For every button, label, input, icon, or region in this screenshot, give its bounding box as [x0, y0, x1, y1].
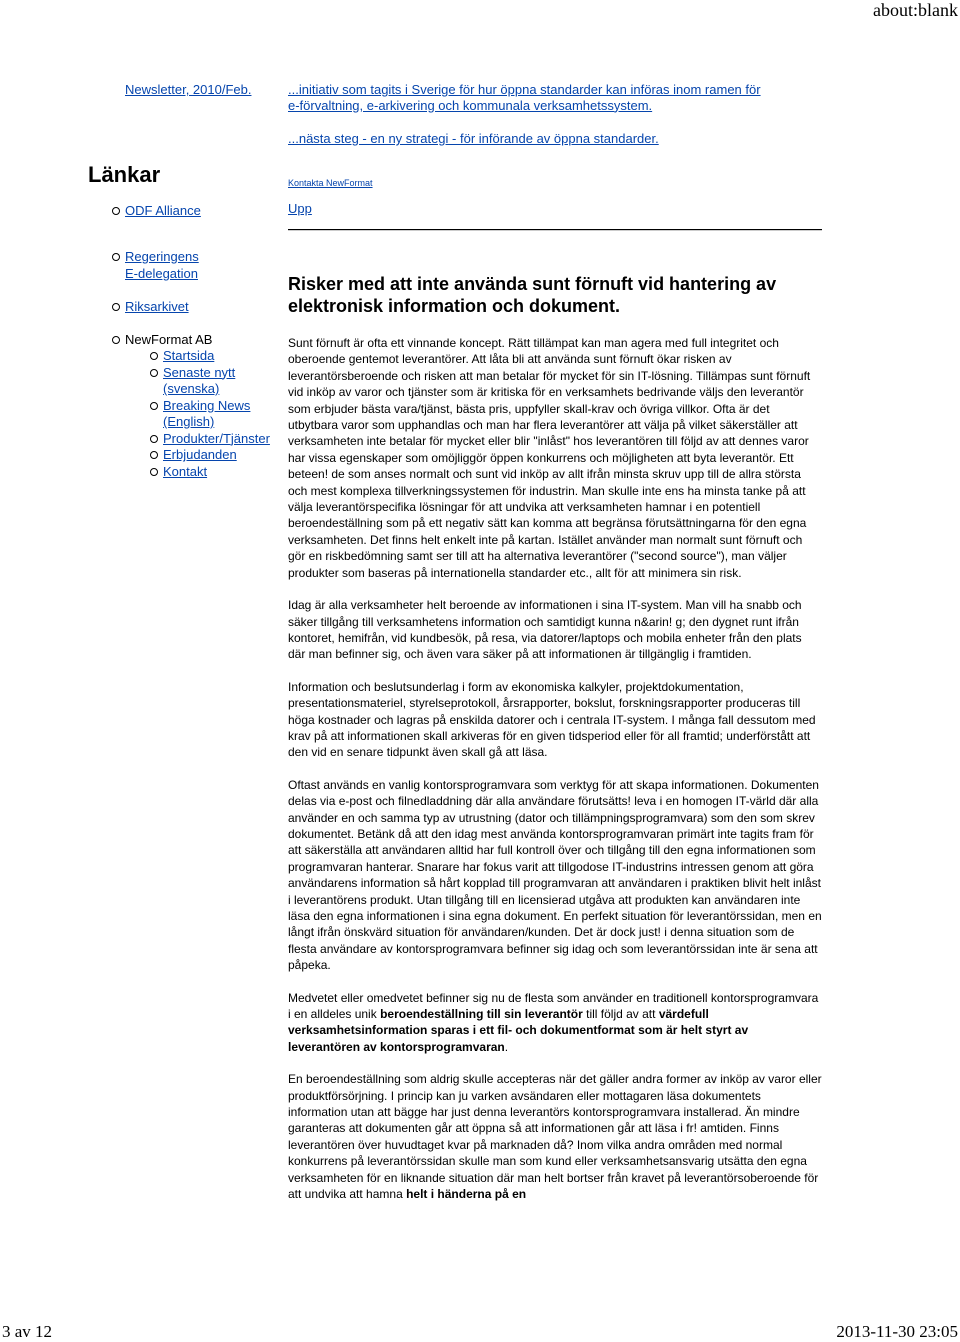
- text-run: Medvetet eller omedvetet befinner sig nu de flesta som använder en traditionell kontorsprogramvara i en alldeles unik: [288, 990, 819, 1022]
- initiative-link-line2[interactable]: e-förvaltning, e-arkivering och kommunala verksamhetssystem.: [288, 97, 653, 113]
- circle-bullet-icon: [150, 369, 158, 377]
- page-indicator: 3 av 12: [2, 1322, 53, 1341]
- circle-bullet-icon: [150, 352, 158, 360]
- initiative-link-line1[interactable]: ...initiativ som tagits i Sverige för hur öppna standarder kan införas inom ramen för: [288, 82, 761, 97]
- bold-text: värdefull verksamhetsinformation sparas i ett fil- och dokumentformat som är helt styrt av leverantören av kontorsprogramvaran: [288, 1007, 749, 1054]
- sidebar-link-riksarkivet[interactable]: Riksarkivet: [125, 299, 189, 314]
- sidebar-label-newformat: NewFormat AB: [125, 332, 213, 347]
- up-link[interactable]: Upp: [288, 201, 312, 216]
- bullet-icon: [112, 303, 120, 311]
- next-step-link[interactable]: ...nästa steg - en ny strategi - för införande av öppna standarder.: [288, 131, 659, 146]
- circle-bullet-icon: [150, 402, 158, 410]
- bold-text: helt i händerna på en: [406, 1187, 527, 1202]
- initiative-link[interactable]: [288, 82, 768, 113]
- article-body: [288, 335, 822, 1219]
- sidebar-link-odf[interactable]: ODF Alliance: [125, 203, 201, 218]
- sidebar-heading: Länkar: [88, 162, 161, 187]
- sublink-senaste-line1[interactable]: Senaste nytt: [163, 364, 236, 380]
- article-paragraph: Information och beslutsunderlag i form av ekonomiska kalkyler, projektdokumentation, presentationsmateriel, styrelseprotokoll, årsrapporter, bokslut, forskningsrapporter produceras till höga kostnader och lagras på enskilda datorer och i centrala IT-system. I många fall dessutom med krav på att informationen skall arkiveras för en given tidsperiod eller för all framtid; underförstått att den vid en senare tidpunkt även skall gå att läsa.: [288, 679, 816, 760]
- text-run: En beroendeställning som aldrig skulle accepteras när det gäller andra former av inköp av varor eller produktförsörjning. I princip kan ju varken avsändaren eller mottagaren läsa dokumentets information utan att bägge har just denna leverantörs kontorsprogramvara installerad. Än mindre garanteras att dokumenten går att öppna så att informationen går att läsa i fr! amtiden. Finns leverantören över huvudtaget kvar på marknaden då? Inom vilka andra områden med normal konkurrens på leverantörssidan skulle man som kund eller verksamhetsansvarig utsätta den egna verksamheten för en liknande situation där man helt bortser från kravet på leverantörsoberoende för att undvika att hamna: [288, 1072, 822, 1202]
- sublink-senaste-line2[interactable]: (svenska): [163, 381, 220, 396]
- sublink-startsida[interactable]: Startsida: [163, 348, 215, 363]
- bold-text: beroendeställning till sin leverantör: [380, 1007, 583, 1022]
- article-paragraph: [288, 1071, 822, 1202]
- divider: [288, 229, 822, 231]
- print-header-title: about:blank: [873, 0, 958, 20]
- newsletter-link[interactable]: Newsletter, 2010/Feb.: [125, 82, 252, 97]
- article-paragraph: [288, 990, 822, 1056]
- circle-bullet-icon: [150, 451, 158, 459]
- sublink-erbjudanden[interactable]: Erbjudanden: [163, 447, 237, 462]
- sublink-breaking-line1[interactable]: Breaking News: [163, 397, 251, 413]
- sidebar-link-regeringens-line2[interactable]: E-delegation: [125, 266, 198, 281]
- bullet-icon: [112, 207, 120, 215]
- sublink-produkter[interactable]: Produkter/Tjänster: [163, 430, 270, 446]
- sublink-kontakt[interactable]: Kontakt: [163, 463, 208, 479]
- circle-bullet-icon: [150, 468, 158, 476]
- circle-bullet-icon: [150, 435, 158, 443]
- contact-newformat-link[interactable]: Kontakta NewFormat: [288, 178, 373, 188]
- article-paragraph: Idag är alla verksamheter helt beroende av informationen i sina IT-system. Man vill ha snabb och säker tillgång till verksamhetens information och samtidigt kunna n&arin! g; den dygnet runt ifrån kontoret, hemifrån, vid kundbesök, på resa, via datorer/laptops och mobila enheter från den plats där man befinner sig, och även vara säker på att informationen är tillgänglig i framtiden.: [288, 598, 802, 662]
- sublink-breaking-line2[interactable]: (English): [163, 414, 215, 429]
- article-paragraph: Sunt förnuft är ofta ett vinnande koncept. Rätt tillämpat kan man agera med full integritet och oberoende gentemot leverantörer. Att låta bli att använda sunt förnuft ökar risken av leverantörsberoende och risken att man betalar för mycket för sin IT-lösning. Tillämpas sunt förnuft vid inköp av varor och tjänster som är kritiska för en verksamhets bedrivande väljs den leverantör som erbjuder bästa vara/tjänst, bästa pris, uppfyller skall-krav och övriga villkor. Ofta är det utbytbara varor som upphandlas och man har flera leverantörer att välja på vilket säkerställer att verksamheten inte betalar för mycket eller blir "inlåst" hos leverantören till följd av att dennes varor har vissa egenskaper som omöjliggör öppen konkurrens och möjligheten att byta leverantör. Ett beteen! de som anses normalt och sunt vid inköp av allt ifrån minsta skruv upp till de allra största och mest komplexa tillverkningssystemen för industrin. Man skulle inte ens ha minsta tanke på att välja leverantörspecifika lösningar för att undvika att verksamheten hamnar i en potentiell beroendeställning som på ett negativ sätt kan komma att begränsa förutsättningarna för den egna verksamheten. Det finns helt enkelt inte på kartan. Istället använder man normalt sunt förnuft och gör en riskbedömning samt ser till att ha alternativa leverantörer ("second source"), man väljer produkter som baseras på internationella standarder etc., allt för att minimera sin risk.: [288, 336, 811, 580]
- text-run: till följd av att: [582, 1007, 659, 1022]
- bullet-icon: [112, 253, 120, 261]
- print-timestamp: 2013-11-30 23:05: [836, 1322, 958, 1341]
- article-title: Risker med att inte använda sunt förnuft vid hantering av elektronisk information och dokument.: [288, 274, 777, 316]
- sidebar-link-regeringens-line1[interactable]: Regeringens: [125, 249, 199, 264]
- text-run: .: [504, 1039, 509, 1054]
- article-paragraph: Oftast används en vanlig kontorsprogramvara som verktyg för att skapa informationen. Dokumenten delas via e-post och filnedladdning där alla användare förutsätts! leva i en homogen IT-värld där alla använder en och samma typ av utrustning (dator och tillämpningsprogramvara) som den som skrev dokumentet. Betänk då att den idag mest använda kontorsprogramvaran primärt inte tagits fram för att säkerställa att användaren alltid har full kontroll över och tillgång till den egna informationen som programvaran hanterar. Snarare har fokus varit att tillgodose IT-industrins intressen genom att göra användarens information så hårt kopplad till programvaran att användaren i praktiken blivit helt inlåst i leverantörens produkt. Utan tillgång till en licensierad utgåva att produkten kan användaren inte läsa den egna informationen i sina egna dokument. En perfekt situation för leverantörssidan, men en långt ifrån önskvärd situation för användaren/kunden. Det är dock just! i denna situation som de flesta användare av kontorsprogramvara befinner sig idag och som leverantörssidan inte är sena att påpeka.: [288, 777, 822, 973]
- bullet-icon: [112, 336, 120, 344]
